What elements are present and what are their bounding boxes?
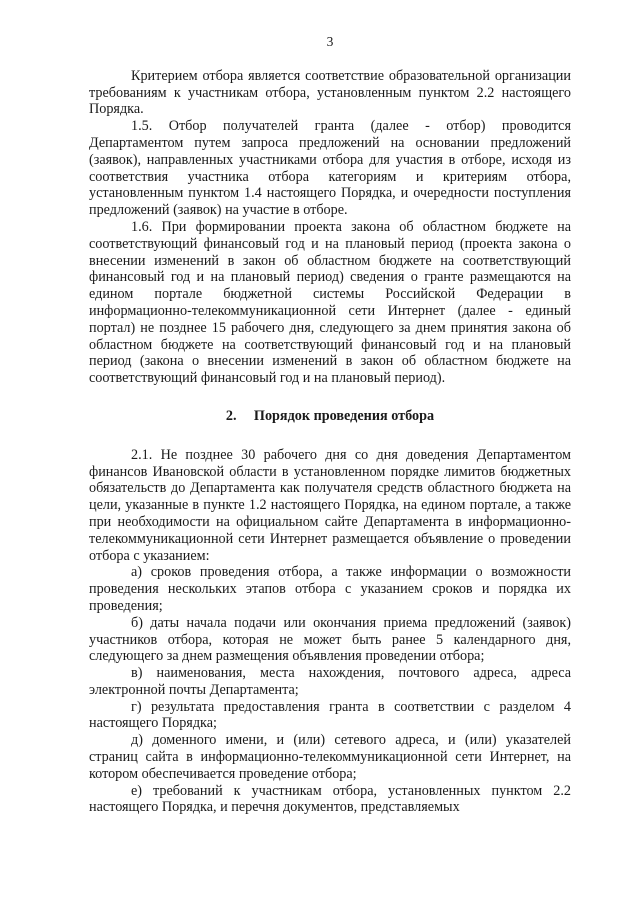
paragraph-2-1: 2.1. Не позднее 30 рабочего дня со дня доведения Департаментом финансов Ивановской области в установленном порядке лимитов бюджетных обязательств до Департамента как получателя средств областного бюджета на цели, указанные в пункте 1.2 настоящего Порядка, на едином портале, а также при необходимости на официальном сайте Департамента в информационно-телекоммуникационной сети Интернет размещается объявление о проведении отбора с указанием: (89, 446, 571, 564)
list-item-a: а) сроков проведения отбора, а также информации о возможности проведения нескольких этапов отбора с указанием сроков и порядка их проведения; (89, 564, 571, 614)
paragraph-1-5: 1.5. Отбор получателей гранта (далее - отбор) проводится Департаментом путем запроса предложений на основании предложений (заявок), направленных участниками отбора для участия в отборе, исходя из соответствия участника отбора категориям и критериям отбора, установленным пунктом 1.4 настоящего Порядка, и очередности поступления предложений (заявок) на участие в отборе. (89, 118, 571, 219)
section-number: 2. (225, 407, 237, 424)
section-heading (89, 408, 571, 425)
list-item-e: е) требований к участникам отбора, установленных пунктом 2.2 настоящего Порядка, и перечня документов, представляемых (89, 782, 571, 816)
list-item-b: б) даты начала подачи или окончания приема предложений (заявок) участников отбора, которая не может быть ранее 5 календарного дня, следующего за днем размещения объявления проведении отбора; (89, 614, 571, 665)
list-item-g: г) результата предоставления гранта в соответствии с разделом 4 настоящего Порядка; (89, 698, 571, 732)
document-page (89, 34, 571, 816)
paragraph-1-6: 1.6. При формировании проекта закона об областном бюджете на соответствующий финансовый год и на плановый период (проекта закона о внесении изменений в закон об областном бюджете на соответствующий финансовый год и на плановый период) сведения о гранте размещаются на едином портале бюджетной системы Российской Федерации в информационно-телекоммуникационной сети Интернет (далее - единый портал) не позднее 15 рабочего дня, следующего за днем принятия закона об областном бюджете на соответствующий финансовый год и на плановый период (закона о внесении изменений в закон об областном бюджете на соответствующий финансовый год и на плановый период). (89, 218, 571, 387)
paragraph-criterion: Критерием отбора является соответствие образовательной организации требованиям к участникам отбора, установленным пунктом 2.2 настоящего Порядка. (89, 67, 571, 118)
list-item-v: в) наименования, места нахождения, почтового адреса, адреса электронной почты Департамента; (89, 665, 571, 698)
list-item-d: д) доменного имени, и (или) сетевого адреса, и (или) указателей страниц сайта в информационно-телекоммуникационной сети Интернет, на котором обеспечивается проведение отбора; (89, 732, 571, 782)
page-number: 3 (326, 34, 334, 49)
section-title: Порядок проведения отбора (253, 407, 435, 424)
